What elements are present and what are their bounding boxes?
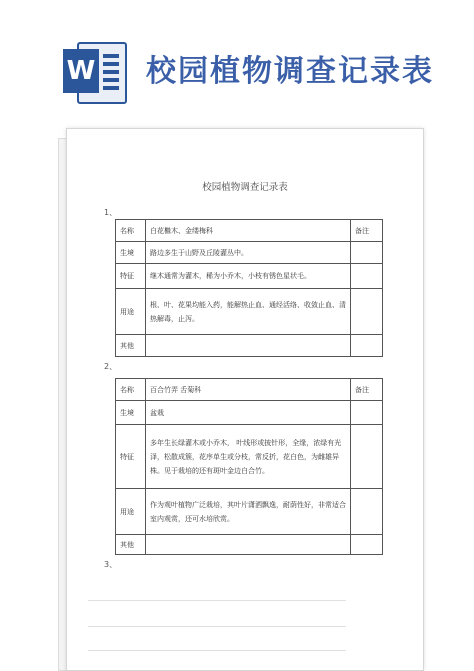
note-label: 备注 (351, 379, 383, 401)
table-row (116, 289, 383, 335)
note-cell (351, 535, 383, 555)
feature-label: 特征 (116, 264, 146, 289)
table-row (116, 379, 383, 401)
other-value (146, 335, 351, 357)
habitat-value: 路边多生于山野及丘陵灌丛中。 (146, 242, 351, 264)
divider (88, 626, 346, 627)
entry-number: 2、 (104, 362, 118, 371)
note-label: 备注 (351, 220, 383, 242)
other-label: 其他 (116, 335, 146, 357)
note-cell (351, 489, 383, 535)
use-label: 用途 (116, 289, 146, 335)
other-value (146, 535, 351, 555)
word-logo-icon (63, 40, 125, 102)
table-row (116, 425, 383, 489)
habitat-value: 盆栽 (146, 401, 351, 425)
other-label: 其他 (116, 535, 146, 555)
feature-value: 多年生长绿灌木或小乔木， 叶线形或披针形，全缘，浓绿有光泽，松散成簇，花序单生或分枝，常反折，花白色，为雌雄异株。见于栽培的还有斑叶金边白合竹。 (146, 425, 351, 489)
note-cell (351, 425, 383, 489)
table-row (116, 242, 383, 264)
note-cell (351, 335, 383, 357)
document-title: 校园植物调查记录表 (202, 182, 288, 193)
document-page (66, 128, 424, 671)
entry-number: 3、 (104, 560, 118, 569)
table-row (116, 489, 383, 535)
feature-value: 继木通常为灌木，稀为小乔木，小枝有锈色星状毛。 (146, 264, 351, 289)
note-cell (351, 401, 383, 425)
use-label: 用途 (116, 489, 146, 535)
plant-record-table (115, 219, 383, 357)
name-label: 名称 (116, 379, 146, 401)
banner (0, 0, 474, 110)
entry-number: 1、 (104, 208, 118, 217)
divider (88, 600, 346, 601)
plant-record-table (115, 378, 383, 555)
note-cell (351, 289, 383, 335)
logo-letter: W (63, 49, 99, 93)
feature-label: 特征 (116, 425, 146, 489)
banner-title: 校园植物调查记录表 (146, 54, 434, 89)
name-label: 名称 (116, 220, 146, 242)
note-cell (351, 264, 383, 289)
habitat-label: 生境 (116, 242, 146, 264)
table-row (116, 335, 383, 357)
note-cell (351, 242, 383, 264)
name-value: 百合竹弄 舌菊科 (146, 379, 351, 401)
habitat-label: 生境 (116, 401, 146, 425)
name-value: 白花檵木、金缕梅科 (146, 220, 351, 242)
table-row (116, 220, 383, 242)
use-value: 作为观叶植物广泛栽培，其叶片潇洒飘逸，耐荫性好，非常适合室内观赏，还可水培欣赏。 (146, 489, 351, 535)
use-value: 根、叶、花果均能入药，能解热止血、通经活络、收敛止血、清热解毒，止泻。 (146, 289, 351, 335)
table-row (116, 401, 383, 425)
table-row (116, 264, 383, 289)
table-row (116, 535, 383, 555)
divider (88, 650, 346, 651)
